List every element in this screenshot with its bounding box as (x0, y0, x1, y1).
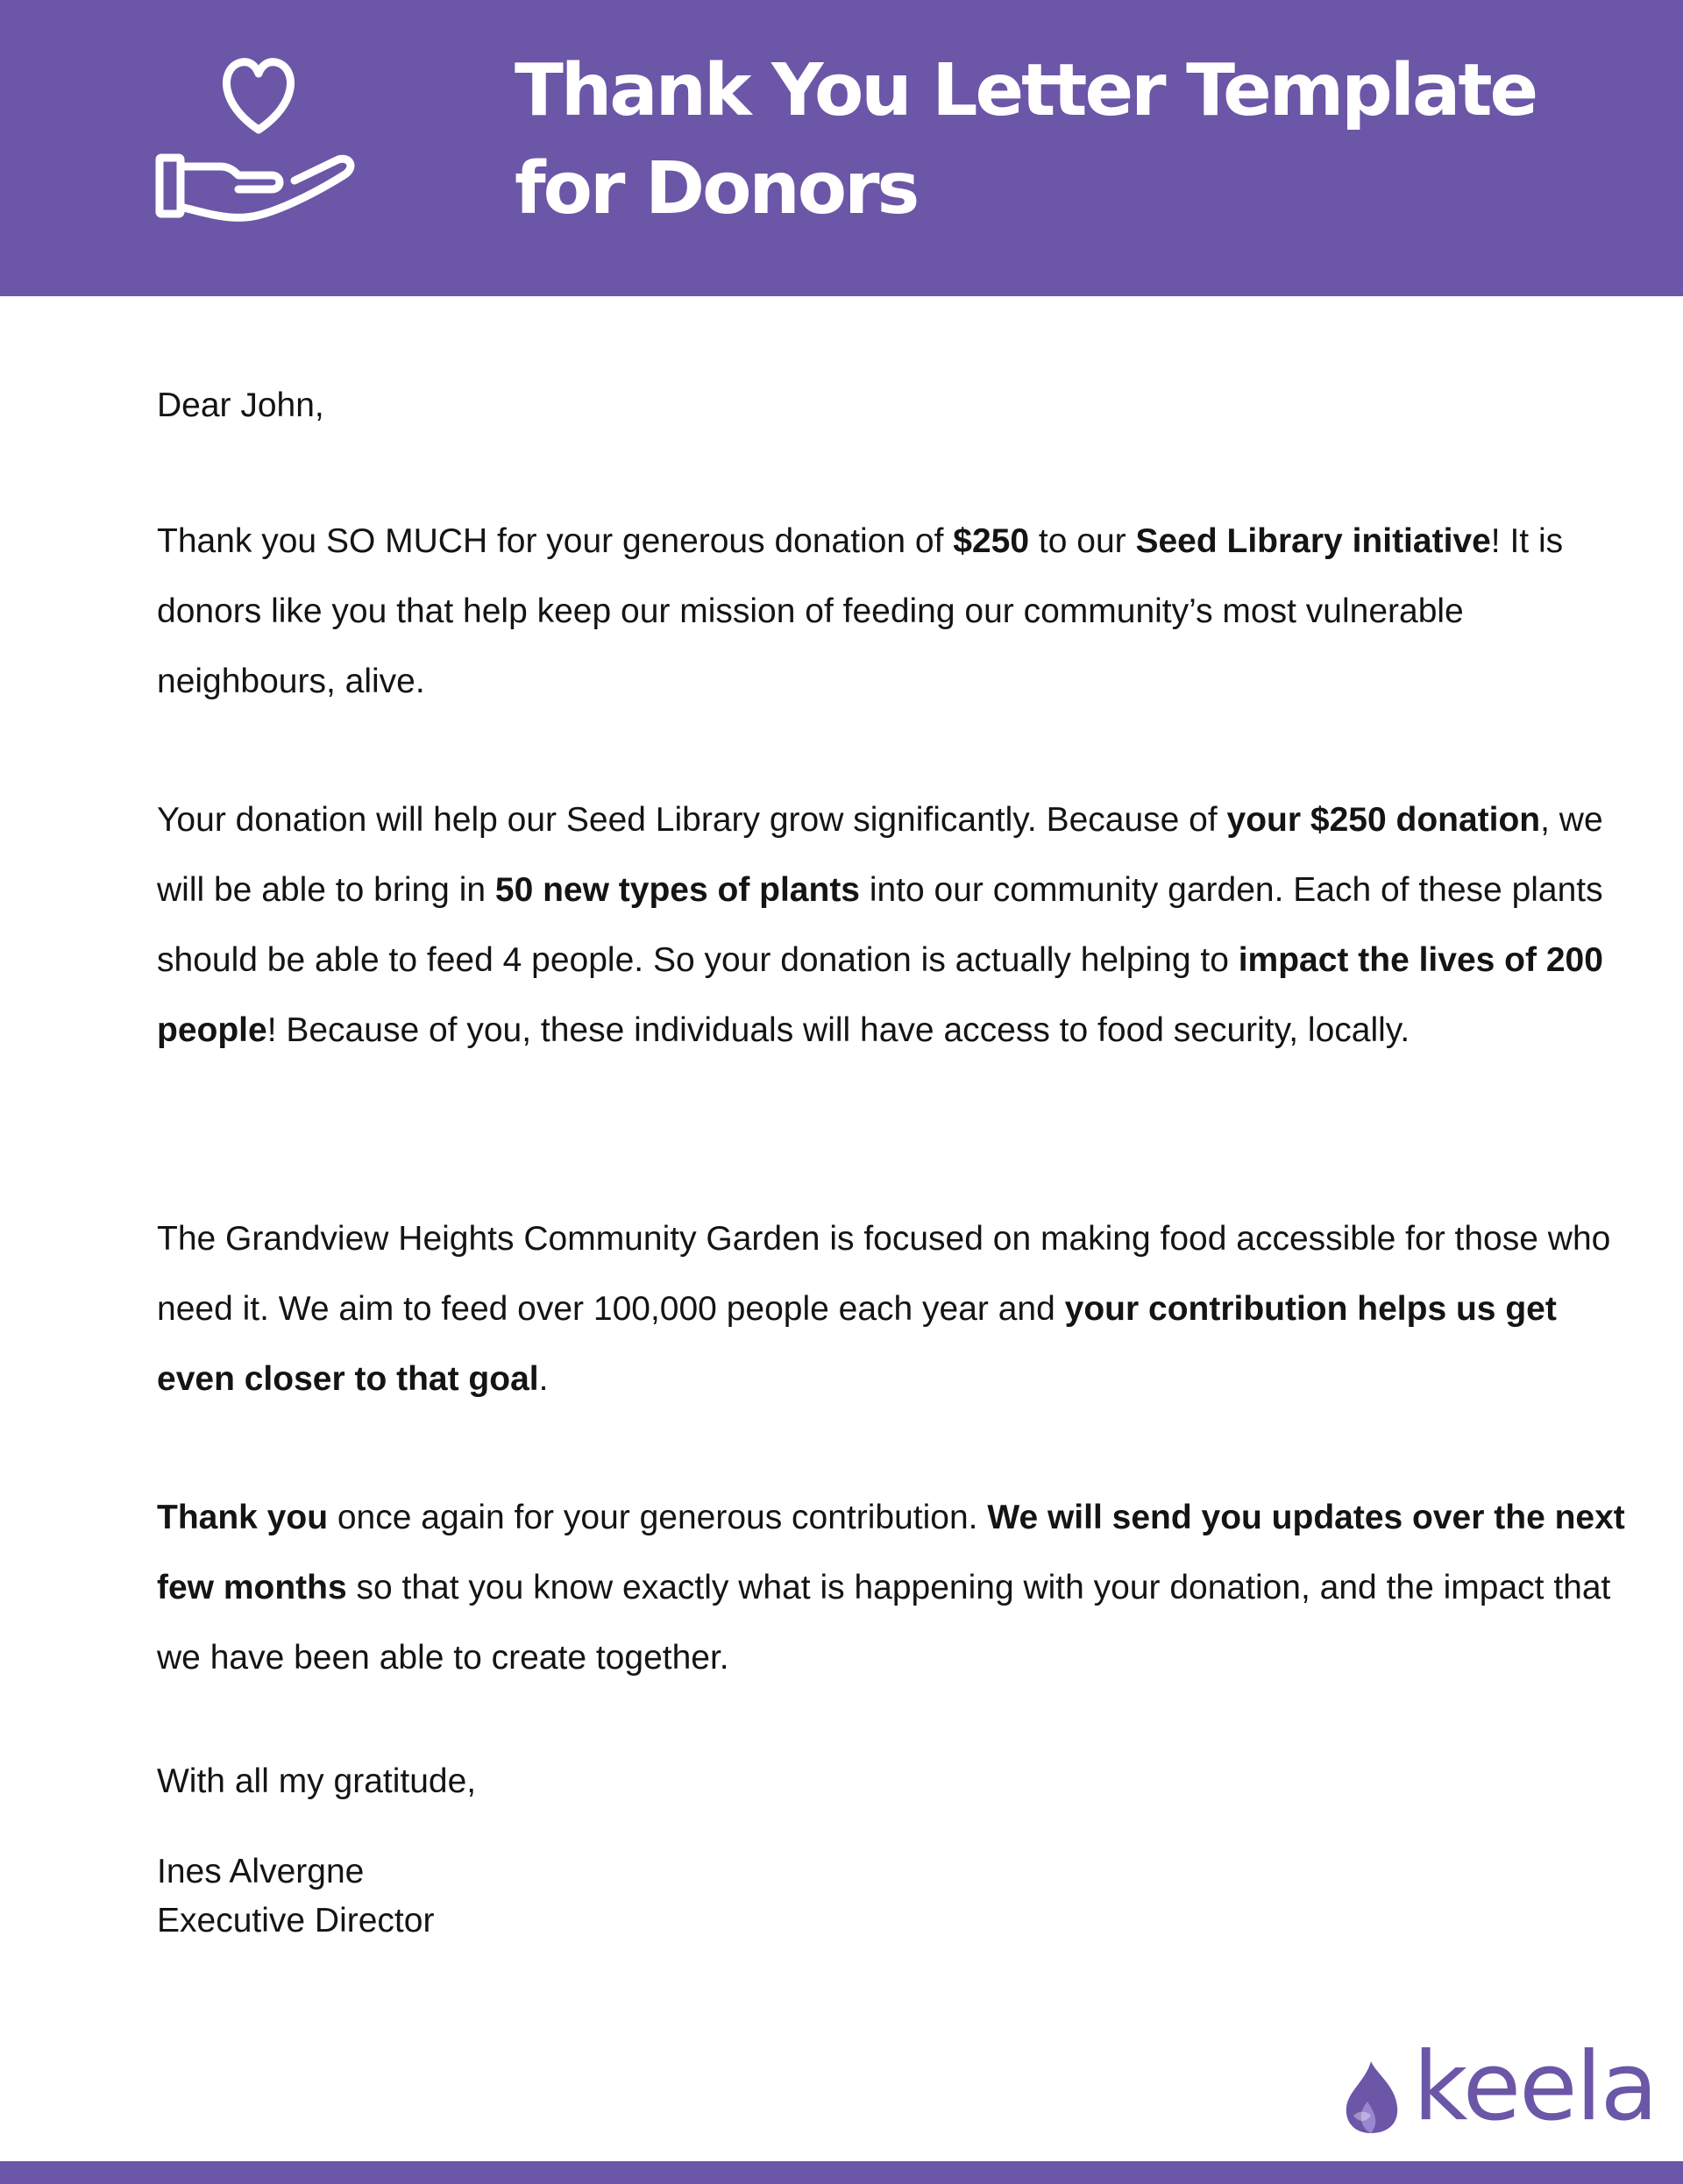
p1-text-2: to our (1029, 522, 1136, 560)
signature-title: Executive Director (157, 1902, 435, 1939)
title-line-1: Thank You Letter Template (515, 49, 1537, 132)
keela-logo-text: keela (1413, 2032, 1657, 2142)
p3-text-2: . (538, 1360, 549, 1398)
letter-closing: With all my gratitude, (157, 1762, 477, 1800)
p1-text-3: ! It is donors like you that help keep our mission of feeding our community’s most vulnerable neighbours, alive. (157, 522, 1564, 700)
paragraph-1 (157, 507, 1630, 717)
p4-bold-2: We will send you updates over the next few months (157, 1499, 1625, 1606)
keela-logo (1341, 2032, 1657, 2142)
p1-bold-1: $250 (953, 522, 1030, 560)
p3-text-1: The Grandview Heights Community Garden is focused on making food accessible for those who need it. We aim to feed over 100,000 people each year and (157, 1220, 1611, 1328)
page-title (515, 42, 1536, 238)
p2-text-1: Your donation will help our Seed Library grow significantly. Because of (157, 801, 1227, 839)
paragraph-3 (157, 1204, 1630, 1415)
p1-bold-2: Seed Library initiative (1135, 522, 1491, 560)
p4-text-2: so that you know exactly what is happening with your donation, and the impact that we have been able to create together. (157, 1569, 1611, 1677)
title-line-2: for Donors (515, 147, 918, 230)
p4-bold-1: Thank you (157, 1499, 329, 1536)
p2-bold-3: impact the lives of 200 people (157, 941, 1603, 1049)
p1-text-1: Thank you SO MUCH for your generous donation of (157, 522, 954, 560)
signature-block (157, 1847, 1630, 1946)
p4-text-1: once again for your generous contribution. (328, 1499, 988, 1536)
p2-bold-2: 50 new types of plants (494, 871, 860, 909)
footer-bar (0, 2161, 1683, 2184)
letter-greeting: Dear John, (157, 386, 324, 424)
signature-name: Ines Alvergne (157, 1853, 365, 1890)
hand-holding-heart-icon (140, 26, 377, 237)
paragraph-2 (157, 785, 1630, 1066)
keela-droplet-icon (1341, 2060, 1402, 2135)
p2-text-2: , we will be able to bring in (157, 801, 1603, 909)
paragraph-4 (157, 1483, 1630, 1693)
header-banner (0, 0, 1683, 296)
p2-bold-1: your $250 donation (1226, 801, 1541, 839)
p3-bold-1: your contribution helps us get even closer to that goal (157, 1290, 1557, 1398)
p2-text-3: into our community garden. Each of these plants should be able to feed 4 people. So your donation is actually helping to (157, 871, 1603, 979)
p2-text-4: ! Because of you, these individuals will have access to food security, locally. (266, 1011, 1410, 1049)
